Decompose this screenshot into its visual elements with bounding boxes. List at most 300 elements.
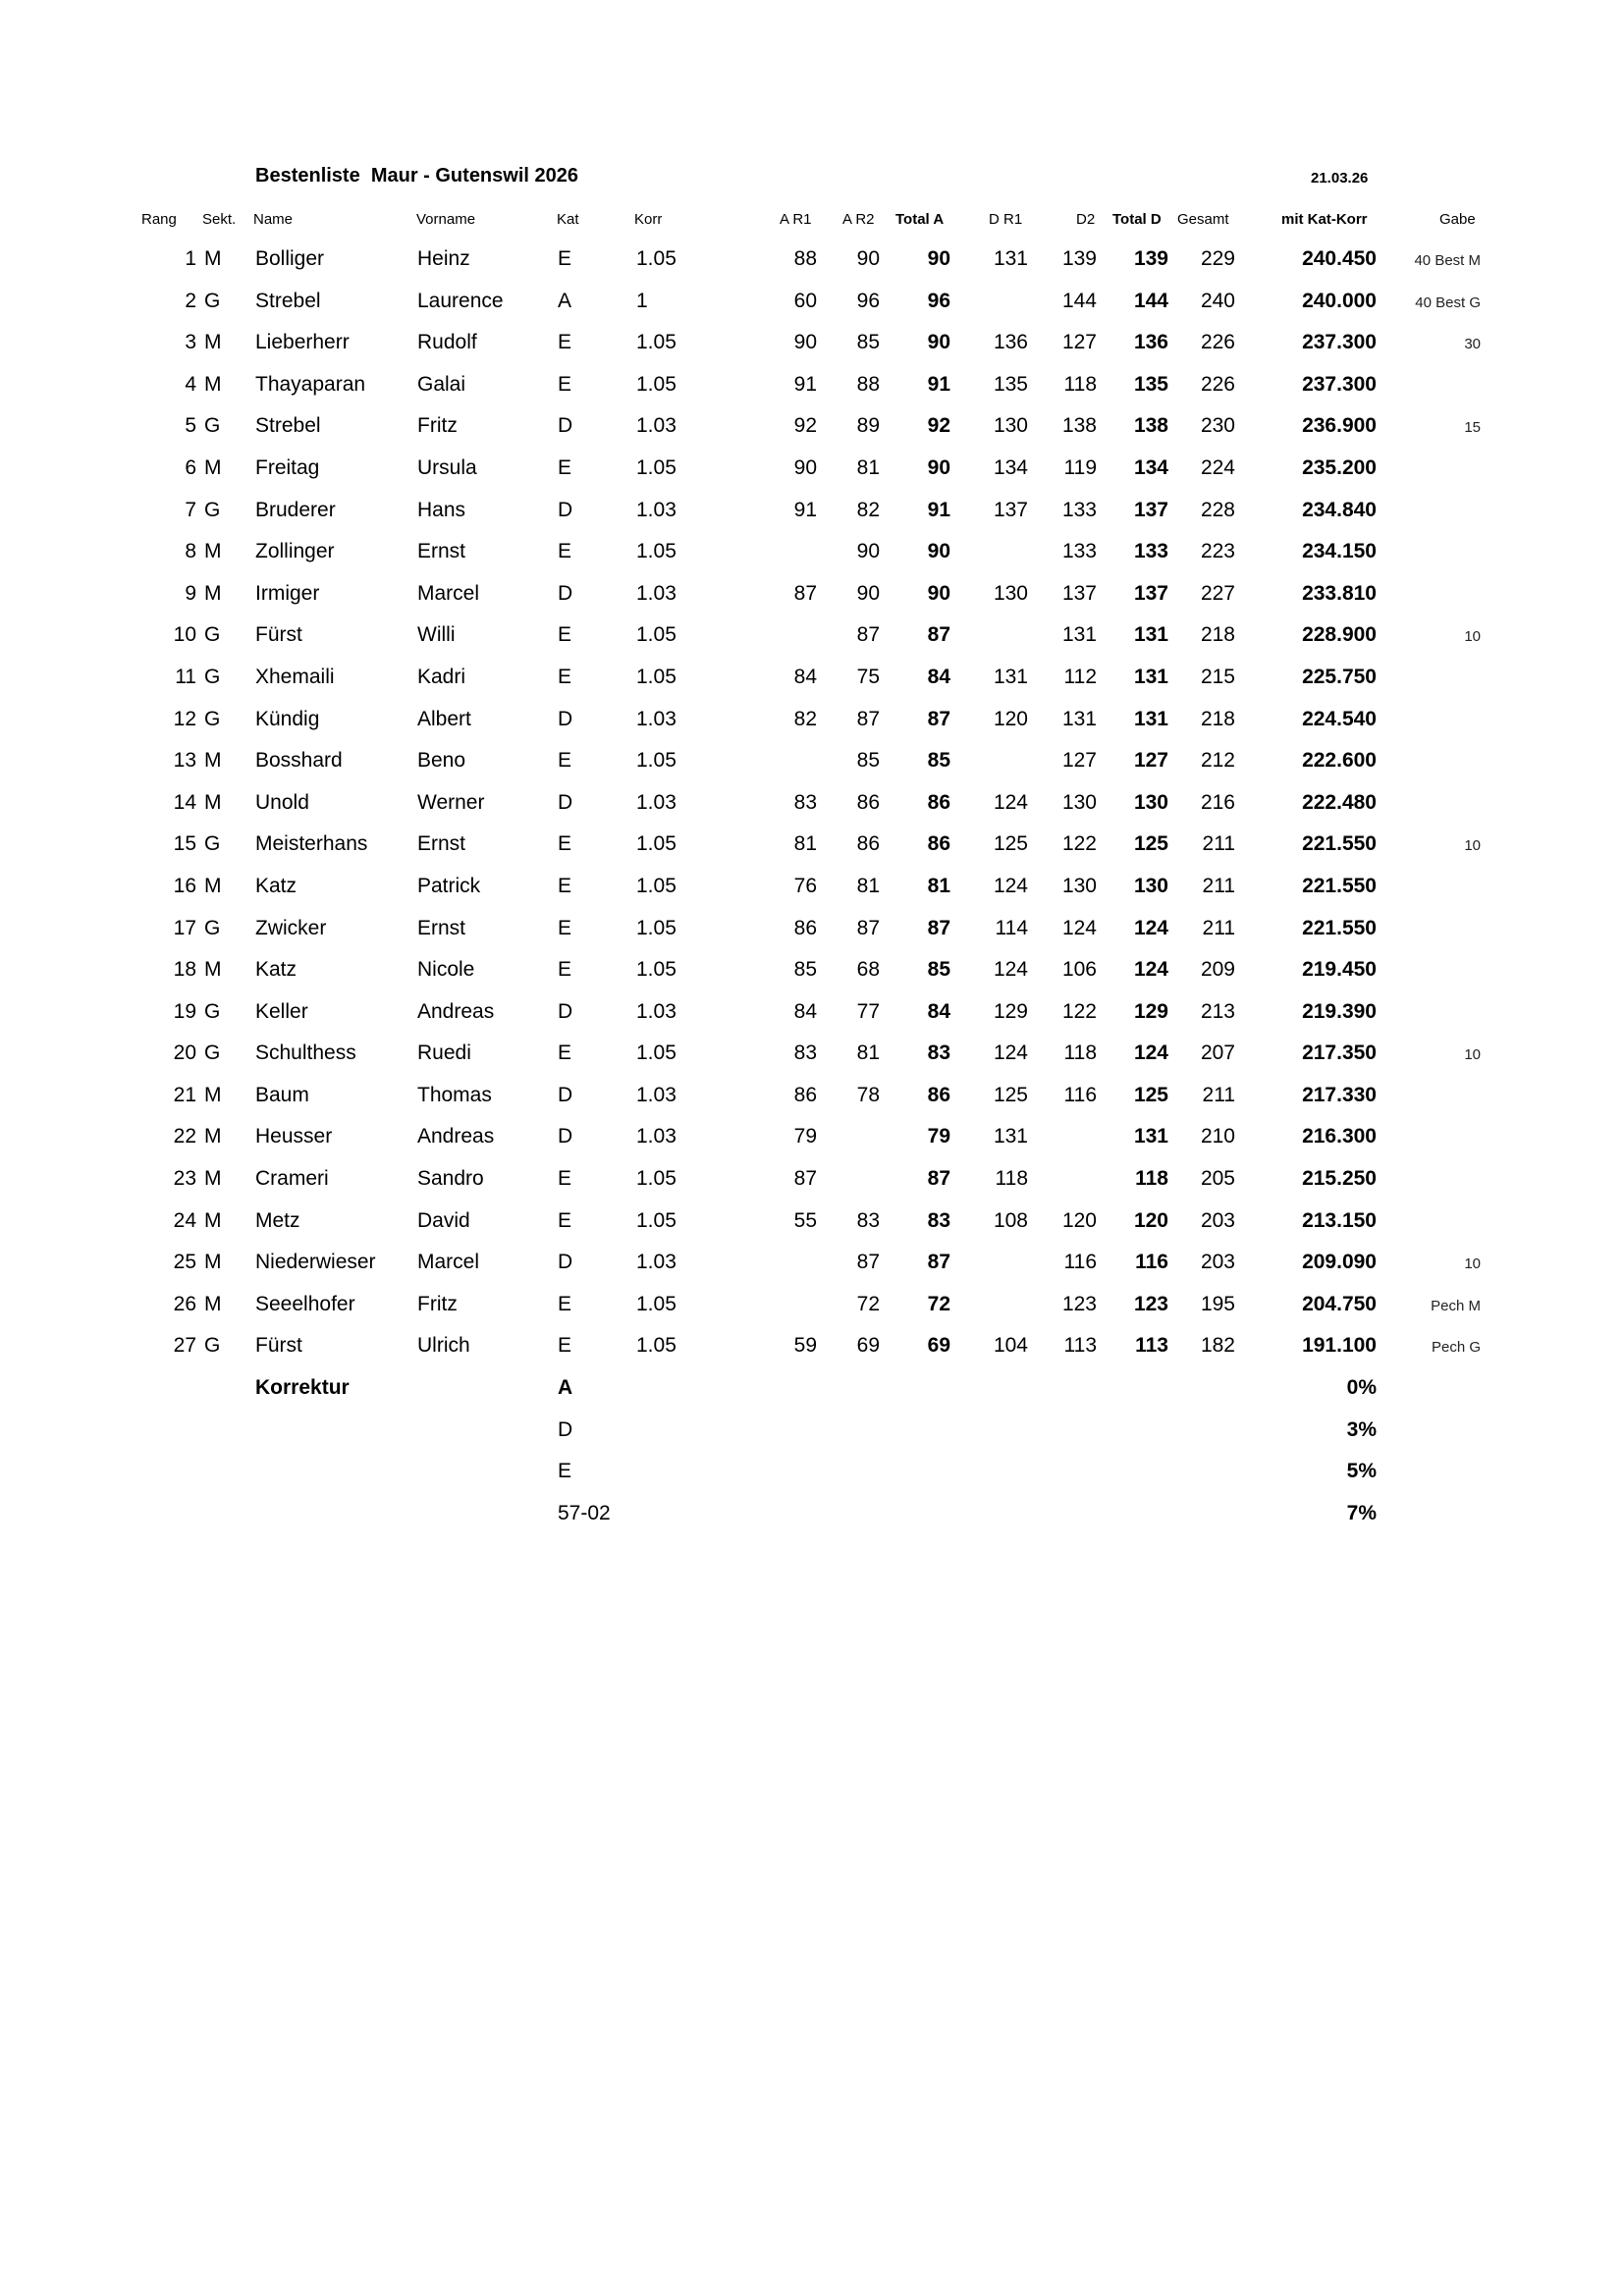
- cell-ar1: 83: [793, 1041, 817, 1065]
- cell-dr1: 125: [993, 832, 1028, 856]
- cell-sekt: G: [204, 1334, 221, 1358]
- korrektur-kat: A: [558, 1376, 573, 1399]
- table-row: [0, 1329, 1624, 1371]
- cell-gesamt: 203: [1200, 1251, 1235, 1274]
- cell-mit-kat-korr: 228.900: [1302, 623, 1377, 647]
- cell-name: Strebel: [255, 289, 321, 312]
- cell-korr: 1.03: [636, 581, 677, 605]
- cell-korr: 1: [636, 289, 648, 312]
- table-row: [0, 577, 1624, 619]
- cell-total-d: 124: [1133, 1041, 1168, 1065]
- cell-total-a: 85: [927, 958, 950, 982]
- cell-kat: E: [558, 540, 572, 563]
- cell-rang: 19: [173, 999, 196, 1023]
- cell-d2: 116: [1063, 1251, 1097, 1274]
- cell-ar2: 68: [856, 958, 880, 982]
- report-date: 21.03.26: [1311, 170, 1369, 187]
- korrektur-kat: D: [558, 1417, 573, 1441]
- cell-dr1: 134: [993, 455, 1028, 479]
- cell-dr1: 124: [993, 790, 1028, 814]
- table-row: [0, 1288, 1624, 1330]
- cell-sekt: G: [204, 1041, 221, 1065]
- cell-ar2: 89: [856, 414, 880, 438]
- cell-rang: 27: [173, 1334, 196, 1358]
- cell-total-a: 84: [927, 665, 950, 688]
- cell-gesamt: 213: [1200, 999, 1235, 1023]
- cell-vorname: Sandro: [417, 1167, 484, 1191]
- cell-vorname: Albert: [417, 707, 471, 730]
- cell-rang: 2: [185, 289, 196, 312]
- cell-total-a: 86: [927, 1083, 950, 1106]
- cell-dr1: 131: [993, 247, 1028, 270]
- cell-gabe: Pech M: [1431, 1297, 1481, 1314]
- col-ar1: A R1: [780, 211, 812, 228]
- cell-vorname: Rudolf: [417, 331, 477, 354]
- cell-gabe: 40 Best M: [1414, 252, 1481, 269]
- table-row: [0, 912, 1624, 954]
- cell-rang: 15: [173, 832, 196, 856]
- table-row: [0, 1037, 1624, 1079]
- cell-rang: 11: [175, 665, 196, 688]
- cell-rang: 7: [185, 498, 196, 521]
- cell-mit-kat-korr: 222.600: [1302, 749, 1377, 773]
- cell-total-d: 133: [1133, 540, 1168, 563]
- cell-mit-kat-korr: 240.000: [1302, 289, 1377, 312]
- cell-d2: 133: [1061, 540, 1097, 563]
- cell-rang: 18: [173, 958, 196, 982]
- cell-name: Lieberherr: [255, 331, 350, 354]
- cell-mit-kat-korr: 215.250: [1302, 1167, 1377, 1191]
- cell-gesamt: 230: [1200, 414, 1235, 438]
- cell-ar1: 79: [793, 1125, 817, 1148]
- cell-dr1: 124: [993, 1041, 1028, 1065]
- cell-gabe: 10: [1464, 1046, 1481, 1064]
- korrektur-kat: 57-02: [558, 1501, 611, 1524]
- cell-total-a: 83: [927, 1208, 950, 1232]
- cell-d2: 120: [1061, 1208, 1097, 1232]
- cell-kat: D: [558, 581, 573, 605]
- cell-vorname: Ernst: [417, 832, 466, 856]
- cell-mit-kat-korr: 222.480: [1302, 790, 1377, 814]
- cell-d2: 122: [1061, 999, 1097, 1023]
- cell-kat: E: [558, 1041, 572, 1065]
- cell-total-d: 136: [1133, 331, 1168, 354]
- cell-ar1: 76: [793, 874, 817, 897]
- cell-vorname: Ruedi: [417, 1041, 471, 1065]
- cell-mit-kat-korr: 224.540: [1302, 707, 1377, 730]
- cell-sekt: G: [204, 999, 221, 1023]
- cell-dr1: 124: [993, 874, 1028, 897]
- cell-total-d: 129: [1133, 999, 1168, 1023]
- cell-korr: 1.05: [636, 331, 677, 354]
- cell-ar2: 69: [856, 1334, 880, 1358]
- cell-d2: 118: [1063, 372, 1097, 396]
- cell-korr: 1.05: [636, 623, 677, 647]
- cell-total-d: 138: [1133, 414, 1168, 438]
- cell-mit-kat-korr: 221.550: [1302, 916, 1377, 939]
- cell-korr: 1.05: [636, 1334, 677, 1358]
- cell-vorname: Fritz: [417, 414, 458, 438]
- cell-d2: 113: [1063, 1334, 1097, 1358]
- cell-sekt: M: [204, 1292, 222, 1315]
- korrektur-row: [0, 1371, 1624, 1414]
- cell-total-d: 130: [1133, 874, 1168, 897]
- cell-kat: E: [558, 832, 572, 856]
- cell-rang: 12: [173, 707, 196, 730]
- cell-vorname: Kadri: [417, 665, 466, 688]
- cell-kat: E: [558, 916, 572, 939]
- table-row: [0, 995, 1624, 1038]
- cell-total-a: 92: [927, 414, 950, 438]
- cell-total-a: 87: [927, 707, 950, 730]
- cell-gesamt: 211: [1202, 874, 1235, 897]
- cell-gesamt: 216: [1200, 790, 1235, 814]
- cell-kat: D: [558, 999, 573, 1023]
- col-gesamt: Gesamt: [1177, 211, 1229, 228]
- cell-gabe: 10: [1464, 1255, 1481, 1273]
- cell-total-a: 91: [927, 372, 950, 396]
- cell-total-d: 116: [1135, 1251, 1168, 1274]
- cell-ar1: 90: [793, 455, 817, 479]
- cell-ar1: 87: [793, 1167, 817, 1191]
- cell-rang: 1: [185, 247, 196, 270]
- cell-ar2: 78: [856, 1083, 880, 1106]
- cell-gesamt: 210: [1200, 1125, 1235, 1148]
- cell-rang: 22: [173, 1125, 196, 1148]
- cell-kat: E: [558, 874, 572, 897]
- cell-sekt: G: [204, 832, 221, 856]
- cell-name: Baum: [255, 1083, 309, 1106]
- col-dr1: D R1: [989, 211, 1023, 228]
- col-sekt: Sekt.: [202, 211, 237, 228]
- cell-d2: 127: [1061, 331, 1097, 354]
- cell-rang: 17: [173, 916, 196, 939]
- cell-total-d: 144: [1133, 289, 1168, 312]
- cell-total-a: 90: [927, 331, 950, 354]
- cell-korr: 1.03: [636, 414, 677, 438]
- cell-kat: E: [558, 1292, 572, 1315]
- cell-ar1: 82: [793, 707, 817, 730]
- cell-gesamt: 226: [1200, 372, 1235, 396]
- cell-dr1: 136: [993, 331, 1028, 354]
- cell-gesamt: 211: [1202, 832, 1235, 856]
- cell-total-d: 131: [1133, 665, 1168, 688]
- cell-kat: D: [558, 707, 573, 730]
- cell-sekt: M: [204, 874, 222, 897]
- cell-mit-kat-korr: 219.390: [1302, 999, 1377, 1023]
- cell-ar1: 84: [793, 665, 817, 688]
- cell-rang: 5: [185, 414, 196, 438]
- cell-d2: 139: [1061, 247, 1097, 270]
- page-title: Bestenliste Maur - Gutenswil 2026: [255, 165, 578, 187]
- cell-vorname: Heinz: [417, 247, 470, 270]
- korrektur-value: 5%: [1346, 1460, 1377, 1483]
- cell-mit-kat-korr: 219.450: [1302, 958, 1377, 982]
- cell-ar2: 87: [856, 707, 880, 730]
- cell-ar2: 81: [856, 874, 880, 897]
- cell-total-d: 135: [1133, 372, 1168, 396]
- cell-name: Fürst: [255, 1334, 302, 1358]
- cell-total-a: 72: [927, 1292, 950, 1315]
- cell-gesamt: 218: [1200, 623, 1235, 647]
- cell-ar2: 75: [856, 665, 880, 688]
- cell-name: Bruderer: [255, 498, 336, 521]
- cell-ar2: 90: [856, 247, 880, 270]
- col-korr: Korr: [634, 211, 663, 228]
- cell-ar1: 91: [793, 498, 817, 521]
- cell-total-a: 87: [927, 1251, 950, 1274]
- cell-d2: 118: [1063, 1041, 1097, 1065]
- cell-mit-kat-korr: 237.300: [1302, 372, 1377, 396]
- cell-sekt: M: [204, 1167, 222, 1191]
- cell-vorname: Patrick: [417, 874, 481, 897]
- cell-name: Katz: [255, 874, 298, 897]
- cell-total-d: 124: [1133, 916, 1168, 939]
- cell-rang: 24: [173, 1208, 196, 1232]
- cell-mit-kat-korr: 233.810: [1302, 581, 1377, 605]
- cell-gesamt: 240: [1200, 289, 1235, 312]
- cell-korr: 1.05: [636, 1167, 677, 1191]
- cell-total-a: 84: [927, 999, 950, 1023]
- cell-rang: 25: [173, 1251, 196, 1274]
- cell-mit-kat-korr: 217.350: [1302, 1041, 1377, 1065]
- cell-mit-kat-korr: 221.550: [1302, 874, 1377, 897]
- table-row: [0, 618, 1624, 661]
- cell-gabe: Pech G: [1431, 1339, 1481, 1357]
- cell-vorname: Marcel: [417, 581, 480, 605]
- cell-mit-kat-korr: 209.090: [1302, 1251, 1377, 1274]
- cell-ar1: 91: [793, 372, 817, 396]
- cell-name: Kündig: [255, 707, 320, 730]
- cell-korr: 1.05: [636, 916, 677, 939]
- cell-total-a: 91: [927, 498, 950, 521]
- cell-sekt: G: [204, 665, 221, 688]
- table-row: [0, 368, 1624, 410]
- cell-korr: 1.03: [636, 1083, 677, 1106]
- cell-korr: 1.03: [636, 1251, 677, 1274]
- cell-korr: 1.03: [636, 707, 677, 730]
- cell-kat: E: [558, 623, 572, 647]
- cell-ar2: 87: [856, 916, 880, 939]
- col-gabe: Gabe: [1439, 211, 1476, 228]
- cell-vorname: Willi: [417, 623, 456, 647]
- cell-gesamt: 227: [1200, 581, 1235, 605]
- cell-sekt: M: [204, 331, 222, 354]
- cell-total-a: 83: [927, 1041, 950, 1065]
- cell-d2: 127: [1061, 749, 1097, 773]
- cell-d2: 130: [1061, 874, 1097, 897]
- cell-korr: 1.05: [636, 372, 677, 396]
- cell-kat: D: [558, 1125, 573, 1148]
- cell-gesamt: 195: [1200, 1292, 1235, 1315]
- cell-sekt: M: [204, 372, 222, 396]
- cell-d2: 124: [1061, 916, 1097, 939]
- cell-name: Irmiger: [255, 581, 320, 605]
- cell-name: Bosshard: [255, 749, 343, 773]
- cell-sekt: M: [204, 1083, 222, 1106]
- table-row: [0, 494, 1624, 536]
- cell-kat: D: [558, 1251, 573, 1274]
- cell-korr: 1.05: [636, 247, 677, 270]
- cell-name: Zollinger: [255, 540, 335, 563]
- cell-rang: 23: [173, 1167, 196, 1191]
- cell-ar1: 84: [793, 999, 817, 1023]
- cell-ar2: 83: [856, 1208, 880, 1232]
- cell-gabe: 40 Best G: [1415, 294, 1481, 311]
- cell-name: Zwicker: [255, 916, 327, 939]
- korrektur-row: [0, 1455, 1624, 1497]
- cell-total-a: 90: [927, 455, 950, 479]
- cell-kat: E: [558, 372, 572, 396]
- cell-dr1: 124: [993, 958, 1028, 982]
- korrektur-row: [0, 1414, 1624, 1456]
- cell-total-d: 118: [1135, 1167, 1168, 1191]
- cell-mit-kat-korr: 191.100: [1302, 1334, 1377, 1358]
- cell-vorname: Ulrich: [417, 1334, 470, 1358]
- cell-total-a: 69: [927, 1334, 950, 1358]
- ranking-table: [0, 242, 1624, 1371]
- cell-rang: 13: [173, 749, 196, 773]
- cell-vorname: Fritz: [417, 1292, 458, 1315]
- cell-sekt: M: [204, 581, 222, 605]
- cell-ar2: 90: [856, 581, 880, 605]
- cell-korr: 1.05: [636, 874, 677, 897]
- cell-gabe: 10: [1464, 628, 1481, 646]
- cell-vorname: Ursula: [417, 455, 477, 479]
- cell-d2: 138: [1061, 414, 1097, 438]
- cell-kat: D: [558, 498, 573, 521]
- cell-rang: 8: [185, 540, 196, 563]
- col-total-a: Total A: [895, 211, 945, 228]
- cell-ar2: 88: [856, 372, 880, 396]
- cell-gesamt: 226: [1200, 331, 1235, 354]
- cell-d2: 144: [1061, 289, 1097, 312]
- cell-total-a: 87: [927, 623, 950, 647]
- cell-name: Keller: [255, 999, 308, 1023]
- cell-name: Schulthess: [255, 1041, 356, 1065]
- cell-total-d: 131: [1133, 623, 1168, 647]
- korrektur-label: Korrektur: [255, 1376, 350, 1399]
- cell-name: Xhemaili: [255, 665, 335, 688]
- table-row: [0, 285, 1624, 327]
- cell-name: Heusser: [255, 1125, 333, 1148]
- cell-rang: 6: [185, 455, 196, 479]
- table-row: [0, 828, 1624, 870]
- cell-mit-kat-korr: 213.150: [1302, 1208, 1377, 1232]
- column-header-row: [0, 211, 1624, 235]
- cell-total-d: 123: [1133, 1292, 1168, 1315]
- cell-ar2: 81: [856, 455, 880, 479]
- korrektur-value: 0%: [1346, 1376, 1377, 1399]
- cell-name: Fürst: [255, 623, 302, 647]
- cell-rang: 14: [173, 790, 196, 814]
- cell-gesamt: 218: [1200, 707, 1235, 730]
- cell-name: Seeelhofer: [255, 1292, 355, 1315]
- cell-gesamt: 211: [1202, 1083, 1235, 1106]
- table-row: [0, 1120, 1624, 1162]
- cell-gesamt: 228: [1200, 498, 1235, 521]
- cell-ar2: 85: [856, 749, 880, 773]
- cell-korr: 1.05: [636, 1208, 677, 1232]
- cell-total-a: 85: [927, 749, 950, 773]
- cell-ar1: 86: [793, 1083, 817, 1106]
- cell-ar1: 86: [793, 916, 817, 939]
- cell-sekt: M: [204, 958, 222, 982]
- cell-total-d: 120: [1133, 1208, 1168, 1232]
- cell-ar2: 82: [856, 498, 880, 521]
- cell-total-d: 134: [1133, 455, 1168, 479]
- cell-sekt: M: [204, 455, 222, 479]
- cell-sekt: G: [204, 414, 221, 438]
- cell-rang: 26: [173, 1292, 196, 1315]
- table-row: [0, 535, 1624, 577]
- cell-vorname: Nicole: [417, 958, 475, 982]
- cell-d2: 116: [1063, 1083, 1097, 1106]
- cell-korr: 1.03: [636, 1125, 677, 1148]
- cell-rang: 21: [173, 1083, 196, 1106]
- cell-sekt: M: [204, 790, 222, 814]
- cell-gesamt: 211: [1202, 916, 1235, 939]
- korrektur-row: [0, 1497, 1624, 1539]
- cell-vorname: Beno: [417, 749, 466, 773]
- cell-sekt: G: [204, 707, 221, 730]
- col-mit-kat-korr: mit Kat-Korr: [1281, 211, 1368, 228]
- cell-korr: 1.03: [636, 790, 677, 814]
- cell-kat: E: [558, 455, 572, 479]
- cell-d2: 133: [1061, 498, 1097, 521]
- cell-vorname: Marcel: [417, 1251, 480, 1274]
- cell-gesamt: 207: [1200, 1041, 1235, 1065]
- cell-ar2: 72: [856, 1292, 880, 1315]
- col-d2: D2: [1076, 211, 1096, 228]
- cell-gesamt: 203: [1200, 1208, 1235, 1232]
- cell-total-a: 81: [927, 874, 950, 897]
- cell-korr: 1.05: [636, 749, 677, 773]
- cell-korr: 1.05: [636, 1041, 677, 1065]
- cell-gesamt: 229: [1200, 247, 1235, 270]
- col-name: Name: [253, 211, 294, 228]
- cell-ar1: 81: [793, 832, 817, 856]
- col-rang: Rang: [141, 211, 177, 228]
- cell-dr1: 125: [993, 1083, 1028, 1106]
- korrektur-kat: E: [558, 1460, 572, 1483]
- cell-sekt: M: [204, 1125, 222, 1148]
- cell-ar2: 85: [856, 331, 880, 354]
- cell-ar2: 87: [856, 623, 880, 647]
- table-row: [0, 870, 1624, 912]
- cell-ar1: 55: [793, 1208, 817, 1232]
- korrektur-section: [0, 1371, 1624, 1538]
- table-row: [0, 1204, 1624, 1247]
- cell-kat: E: [558, 749, 572, 773]
- col-vorname: Vorname: [416, 211, 476, 228]
- cell-mit-kat-korr: 221.550: [1302, 832, 1377, 856]
- table-row: [0, 744, 1624, 786]
- cell-ar1: 92: [793, 414, 817, 438]
- cell-kat: D: [558, 1083, 573, 1106]
- cell-korr: 1.03: [636, 498, 677, 521]
- cell-vorname: Andreas: [417, 1125, 495, 1148]
- cell-name: Metz: [255, 1208, 300, 1232]
- cell-dr1: 131: [993, 665, 1028, 688]
- cell-name: Freitag: [255, 455, 320, 479]
- cell-dr1: 120: [993, 707, 1028, 730]
- korrektur-value: 3%: [1346, 1417, 1377, 1441]
- cell-ar1: 85: [793, 958, 817, 982]
- cell-name: Meisterhans: [255, 832, 368, 856]
- cell-name: Unold: [255, 790, 309, 814]
- cell-total-a: 79: [927, 1125, 950, 1148]
